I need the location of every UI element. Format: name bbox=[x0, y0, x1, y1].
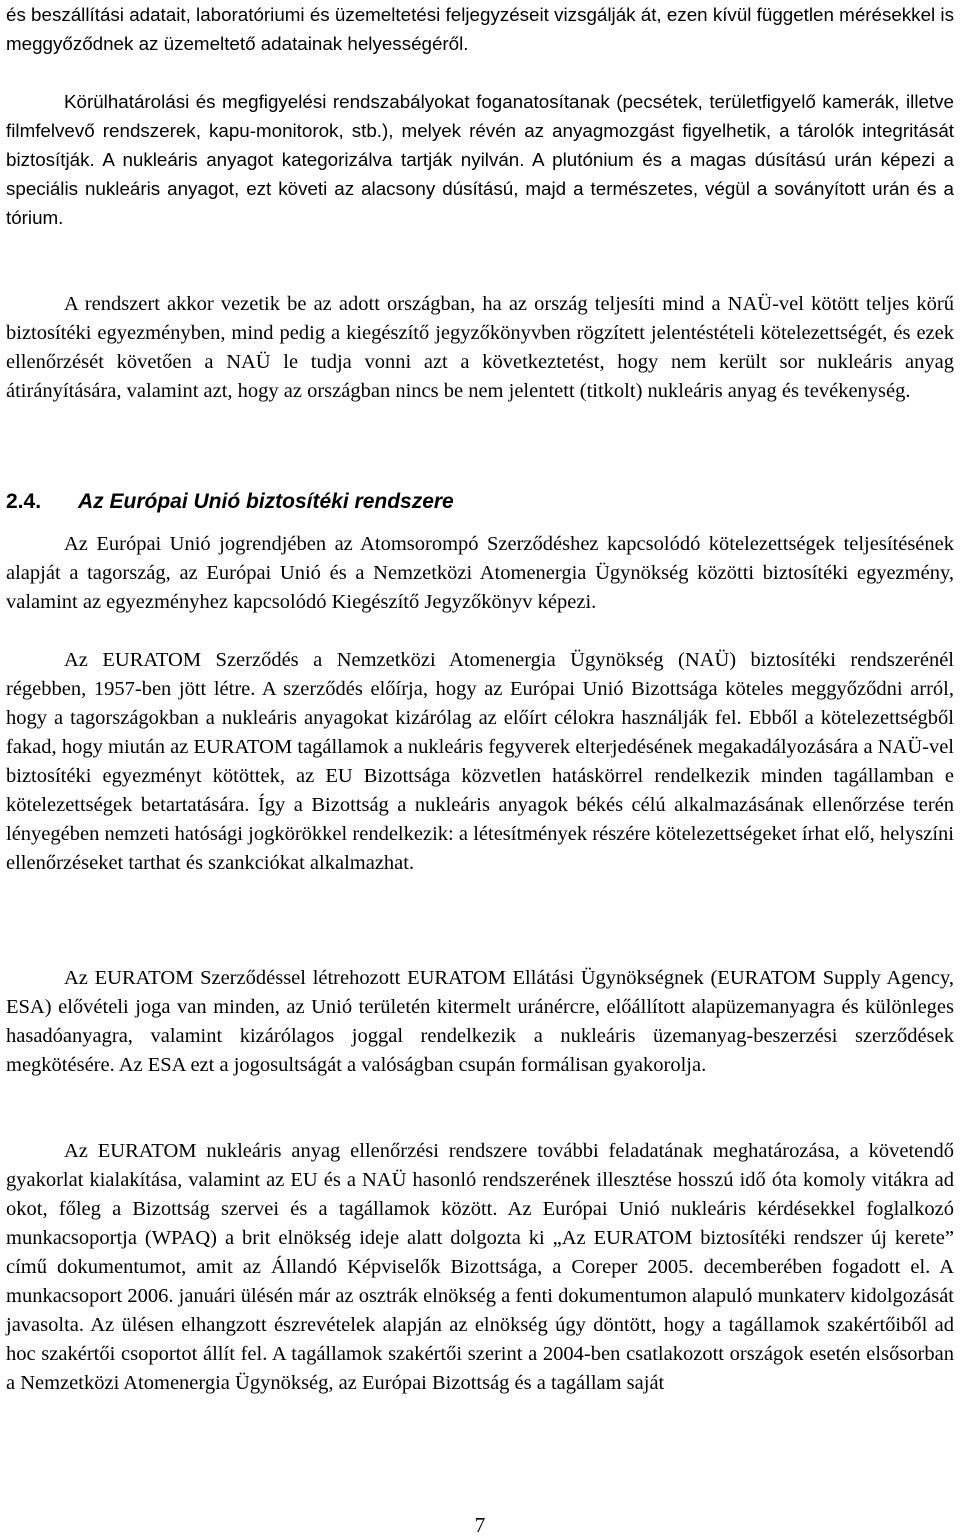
section-title: Az Európai Unió biztosítéki rendszere bbox=[78, 490, 454, 513]
paragraph-euratom-treaty: Az EURATOM Szerződés a Nemzetközi Atomenergia Ügynökség (NAÜ) biztosítéki rendszerénél régebben, 1957-ben jött létre. A szerződés előírja, hogy az Európai Unió Bizottsága köteles meggyőződni arról, hogy a tagországokban a nukleáris anyagokat kizárólag az előírt célokra használják fel. Ebből a kötelezettségből fakad, hogy miután az EURATOM tagállamok a nukleáris fegyverek elterjedésének megakadályozására a NAÜ-vel biztosítéki egyezményt kötöttek, az EU Bizottsága közvetlen hatáskörrel rendelkezik minden tagállamban e kötelezettségek betartatására. Így a Bizottság a nukleáris anyagok békés célú alkalmazásának ellenőrzése terén lényegében nemzeti hatósági jogkörökkel rendelkezik: a létesítmények részére kötelezettségeket írhat elő, helyszíni ellenőrzéseket tarthat és szankciókat alkalmazhat. bbox=[6, 649, 954, 874]
paragraph-supply-agency: Az EURATOM Szerződéssel létrehozott EURATOM Ellátási Ügynökségnek (EURATOM Supply Agency, ESA) elővételi joga van minden, az Unió területén kitermelt uránércre, előállított alapüzemanyagra és különleges hasadóanyagra, valamint kizárólagos joggal rendelkezik a nukleáris üzemanyag-beszerzési szerződések megkötésére. Az ESA ezt a jogosultságát a valóságban csupán formálisan gyakorolja. bbox=[6, 967, 954, 1076]
paragraph-euratom-control-system: Az EURATOM nukleáris anyag ellenőrzési rendszere további feladatának meghatározása, a követendő gyakorlat kialakítása, valamint az EU és a NAÜ hasonló rendszerének illesztése hosszú idő óta komoly vitákra ad okot, főleg a Bizottság szervei és a tagállamok között. Az Európai Unió nukleáris kérdésekkel foglalkozó munkacsoportja (WPAQ) a brit elnökség ideje alatt dolgozta ki „Az EURATOM biztosítéki rendszer új kerete” című dokumentumot, amit az Állandó Képviselők Bizottsága, a Coreper 2005. decemberében fogadott el. A munkacsoport 2006. januári ülésén már az osztrák elnökség a fenti dokumentumon alapuló munkaterv kidolgozását javasolta. Az ülésen elhangzott észrevételek alapján az elnökség úgy döntött, hogy a tagállamok szakértőiből ad hoc szakértői csoportot állít fel. A tagállamok szakértői szerint a 2004-ben csatlakozott országok esetén elsősorban a Nemzetközi Atomenergia Ügynökség, az Európai Bizottság és a tagállam saját bbox=[6, 1140, 954, 1394]
paragraph-system-introduction: A rendszert akkor vezetik be az adott országban, ha az ország teljesíti mind a NAÜ-vel kötött teljes körű biztosítéki egyezményben, mind pedig a kiegészítő jegyzőkönyvben rögzített jelentéstételi kötelezettségét, és ezek ellenőrzését követően a NAÜ le tudja vonni azt a következtetést, hogy nem került sor nukleáris anyag átirányítására, valamint azt, hogy az országban nincs be nem jelentett (titkolt) nukleáris anyag és tevékenység. bbox=[6, 293, 954, 402]
page-number: 7 bbox=[474, 1513, 486, 1537]
section-heading bbox=[6, 487, 954, 516]
paragraph-containment-surveillance bbox=[6, 87, 954, 232]
paragraph-special-material-text: A plutónium és a magas dúsítású urán képezi a speciális nukleáris anyagot, ezt követi az alacsony dúsítású, majd a természetes, végül a soványított urán és a tórium. bbox=[6, 149, 955, 228]
paragraph-continuation: és beszállítási adatait, laboratóriumi és üzemeltetési feljegyzéseit vizsgálják át, ezen kívül független mérésekkel is meggyőződnek az üzemeltető adatainak helyességéről. bbox=[6, 4, 954, 54]
paragraph-eu-legal-order: Az Európai Unió jogrendjében az Atomsorompó Szerződéshez kapcsolódó kötelezettségek teljesítésének alapját a tagország, az Európai Unió és a Nemzetközi Atomenergia Ügynökség közötti biztosítéki egyezmény, valamint az egyezményhez kapcsolódó Kiegészítő Jegyzőkönyv képezi. bbox=[6, 533, 954, 613]
paragraph-containment-text: Körülhatárolási és megfigyelési rendszabályokat foganatosítanak (pecsétek, területfigyelő kamerák, illetve filmfelvevő rendszerek, kapu-monitorok, stb.), melyek révén az anyagmozgást figyelhetik, a tárolók integritását biztosítják. A nukleáris anyagot kategorizálva tartják nyilván. bbox=[6, 91, 954, 170]
section-number: 2.4. bbox=[6, 490, 42, 513]
